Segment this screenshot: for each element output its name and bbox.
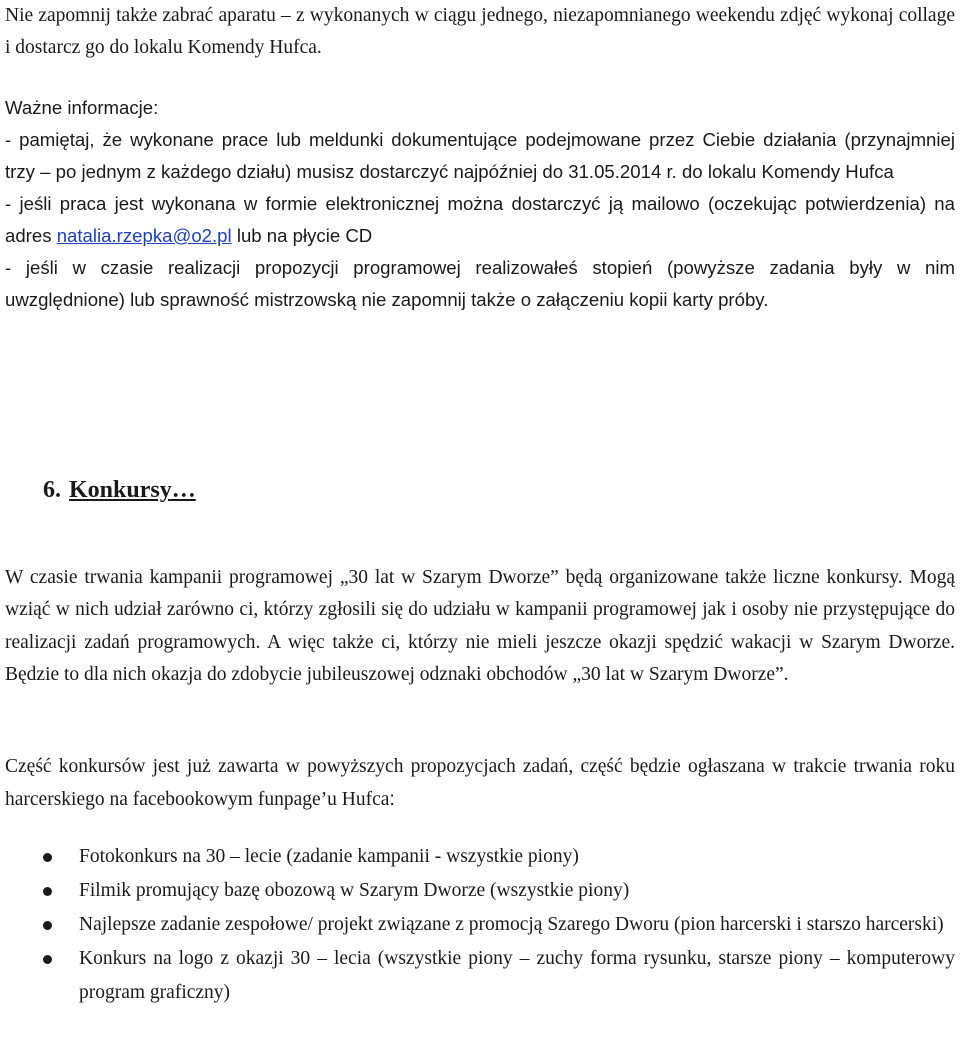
list-item — [5, 874, 955, 908]
info-heading: Ważne informacje: — [5, 97, 159, 118]
contest-intro-colon: : — [389, 788, 395, 811]
info-item-badge: - jeśli w czasie realizacji propozycji programowej realizowałeś stopień (powyższe zadania były w nim uwzględnione) lub sprawność mistrzowską nie zapomnij także o załączeniu kopii karty próby. — [5, 257, 955, 310]
info-item-deadline: - pamiętaj, że wykonane prace lub meldunki dokumentujące podejmowane przez Ciebie działania (przynajmniej trzy – po jednym z każdego działu) musisz dostarczyć najpóźniej do 31.05.2014 r. do lokalu Komendy Hufca — [5, 129, 955, 182]
list-item-text: Konkurs na logo z okazji 30 – lecia (wszystkie piony – zuchy forma rysunku, starsze piony – komputerowy program graficzny) — [79, 948, 955, 1003]
list-item-text: Fotokonkurs na 30 – lecie (zadanie kampanii - wszystkie piony) — [79, 846, 579, 867]
bullet-icon — [43, 853, 52, 862]
section-number: 6. — [43, 477, 61, 503]
bullet-icon — [43, 887, 52, 896]
list-item-text: Filmik promujący bazę obozową w Szarym Dworze (wszystkie piony) — [79, 880, 630, 901]
bullet-icon — [43, 921, 52, 930]
bullet-icon — [43, 955, 52, 964]
contest-paragraph: W czasie trwania kampanii programowej „30 lat w Szarym Dworze” będą organizowane także liczne konkursy. Mogą wziąć w nich udział zarówno ci, którzy zgłosili się do udziału w kampanii programowej jak i osoby nie przystępujące do realizacji zadań programowych. A więc także ci, którzy nie mieli jeszcze okazji spędzić wakacji w Szarym Dworze. Będzie to dla nich okazja do zdobycie jubileuszowej odznaki obchodów „30 lat w Szarym Dworze”. — [5, 567, 955, 686]
section-title: Konkursy… — [69, 477, 196, 503]
important-info-block — [5, 92, 955, 316]
list-item-text: Najlepsze zadanie zespołowe/ projekt związane z promocją Szarego Dworu (pion harcerski i starszo harcerski) — [79, 914, 944, 935]
contest-intro-text: Część konkursów jest już zawarta w powyższych propozycjach zadań, część będzie ogłaszana w trakcie trwania roku harcerskiego na facebookowym funpage’u Hufca — [5, 756, 955, 811]
info-item-electronic-tail: lub na płycie CD — [236, 225, 373, 246]
document-page — [5, 0, 955, 1003]
contest-intro-paragraph — [5, 751, 955, 817]
list-item — [5, 908, 955, 942]
info-item-electronic — [5, 188, 955, 252]
list-item — [5, 840, 955, 874]
contest-list — [5, 840, 955, 1010]
intro-paragraph: Nie zapomnij także zabrać aparatu – z wykonanych w ciągu jednego, niezapomnianego weekendu zdjęć wykonaj collage i dostarcz go do lokalu Komendy Hufca. — [5, 5, 955, 58]
section-heading — [43, 473, 196, 507]
list-item — [5, 942, 955, 1010]
info-item-electronic-text: - jeśli praca jest wykonana w formie elektronicznej można dostarczyć ją mailowo (oczekując potwierdzenia) na adres — [5, 193, 955, 246]
email-link[interactable]: natalia.rzepka@o2.pl — [56, 225, 232, 246]
